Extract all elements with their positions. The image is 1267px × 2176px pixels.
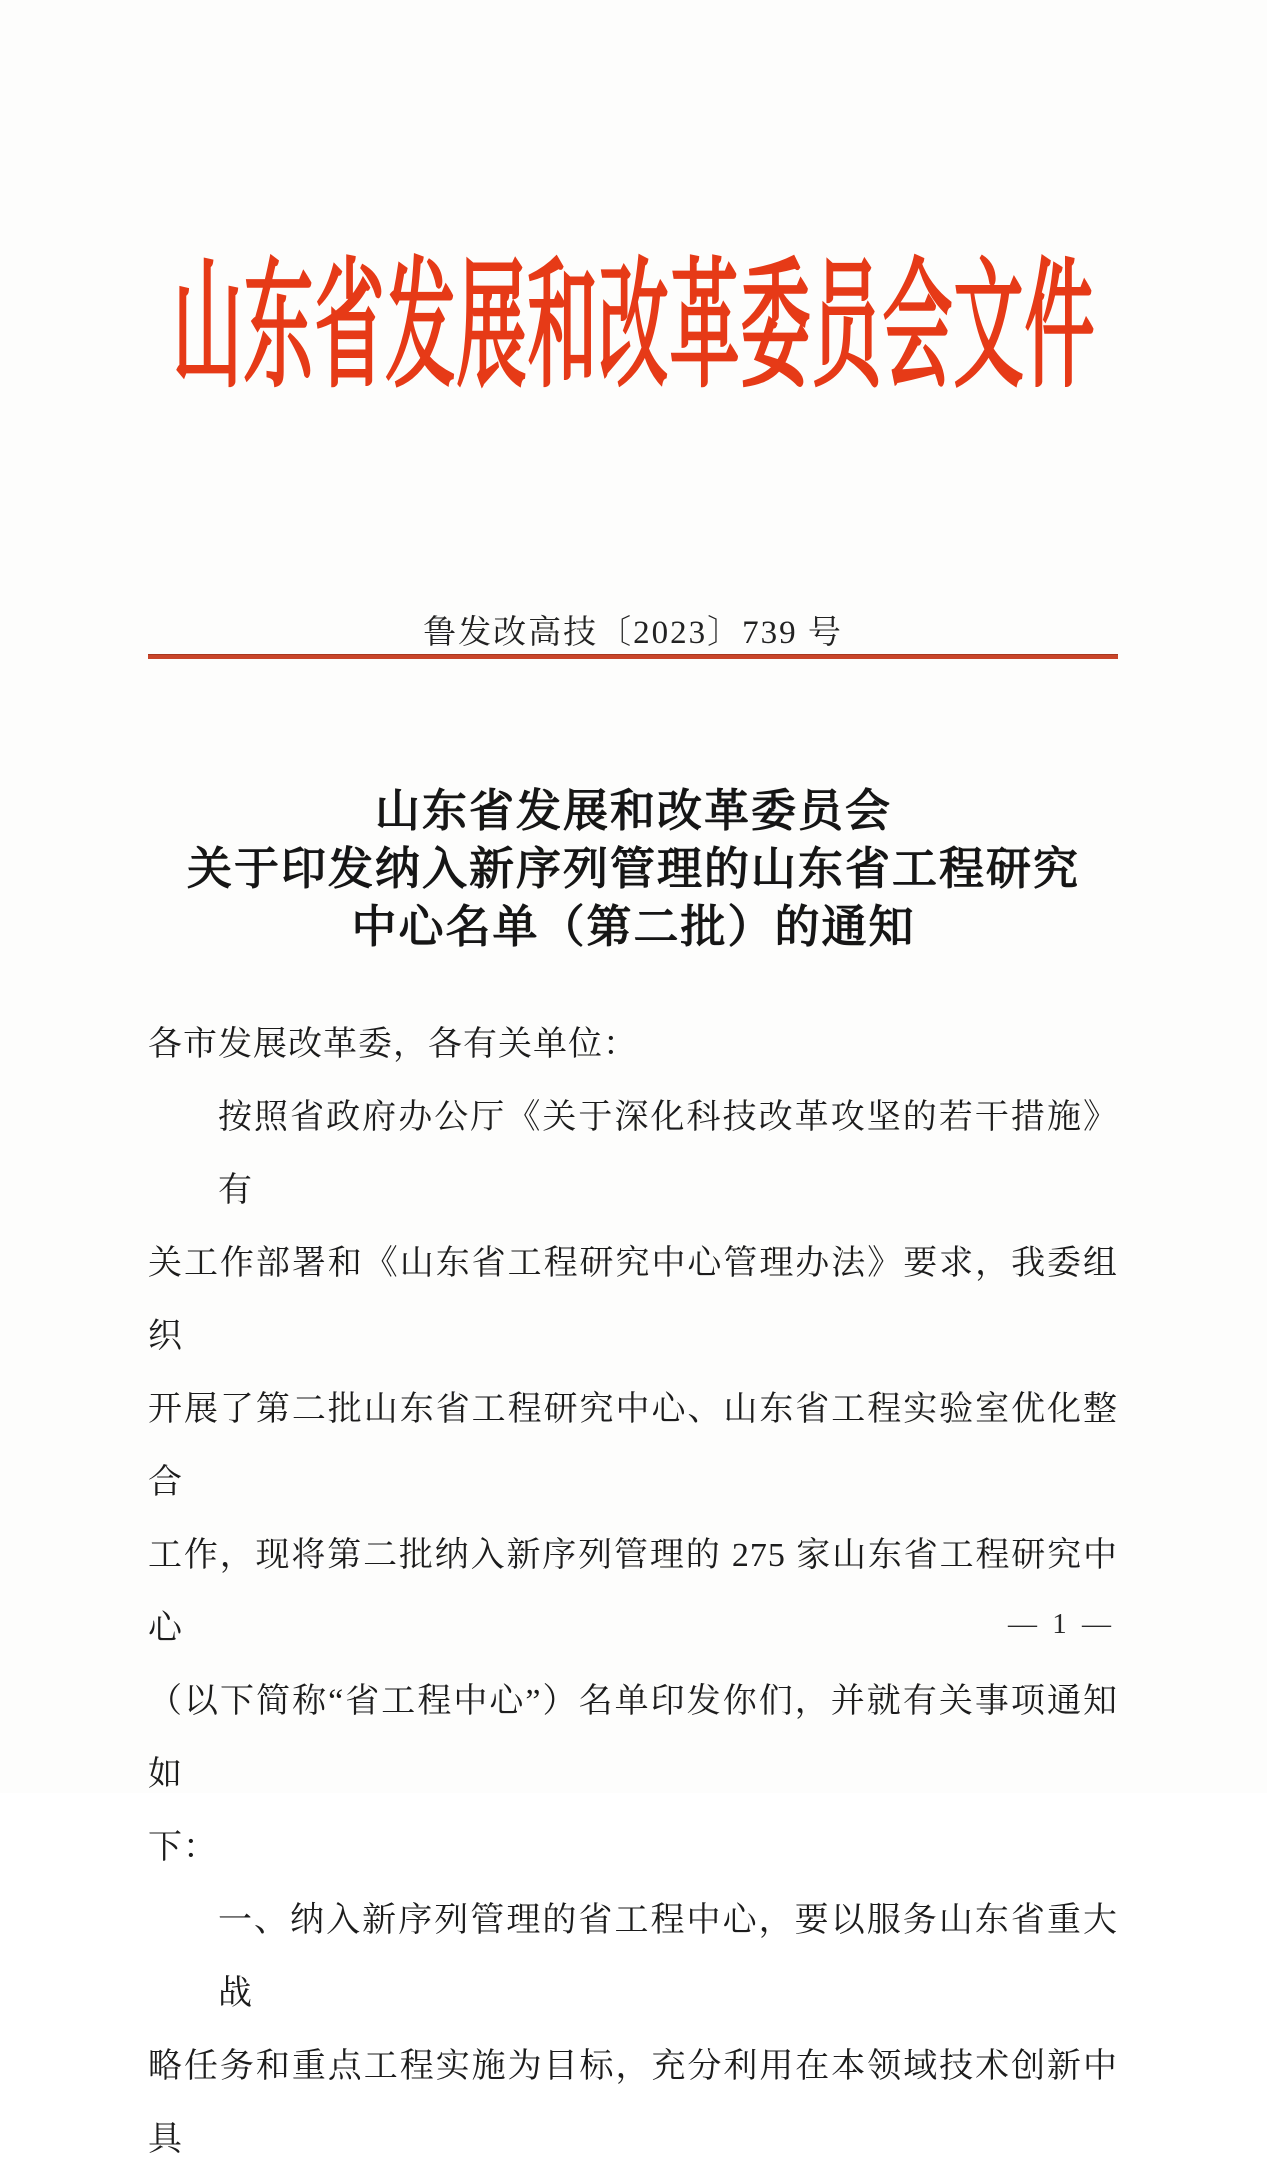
body-line: 略任务和重点工程实施为目标，充分利用在本领域技术创新中具 [148, 2048, 1118, 2158]
body-line: 一、纳入新序列管理的省工程中心，要以服务山东省重大战 [218, 1902, 1118, 2012]
title-line-2: 关于印发纳入新序列管理的山东省工程研究 [186, 844, 1080, 894]
body-line: 按照省政府办公厅《关于深化科技改革攻坚的若干措施》有 [218, 1099, 1118, 1209]
document-title [100, 782, 1167, 956]
document-body [148, 1008, 1118, 2176]
red-separator-line [148, 654, 1118, 659]
title-line-1: 山东省发展和改革委员会 [374, 786, 892, 836]
salutation: 各市发展改革委，各有关单位： [148, 1026, 638, 1063]
title-line-3: 中心名单（第二批）的通知 [351, 902, 916, 952]
body-line: 关工作部署和《山东省工程研究中心管理办法》要求，我委组织 [148, 1245, 1118, 1355]
body-line: 工作，现将第二批纳入新序列管理的 275 家山东省工程研究中心 [148, 1537, 1118, 1647]
agency-banner-text: 山东省发展和改革委员会文件 [172, 250, 1096, 405]
body-line: 开展了第二批山东省工程研究中心、山东省工程实验室优化整合 [148, 1391, 1118, 1501]
body-line: 下： [148, 1829, 218, 1866]
doc-number: 鲁发改高技〔2023〕739 号 [423, 615, 843, 651]
page-number: — 1 — [1008, 1608, 1115, 1640]
body-line: （以下简称“省工程中心”）名单印发你们，并就有关事项通知如 [148, 1683, 1118, 1793]
agency-banner [0, 252, 1267, 404]
